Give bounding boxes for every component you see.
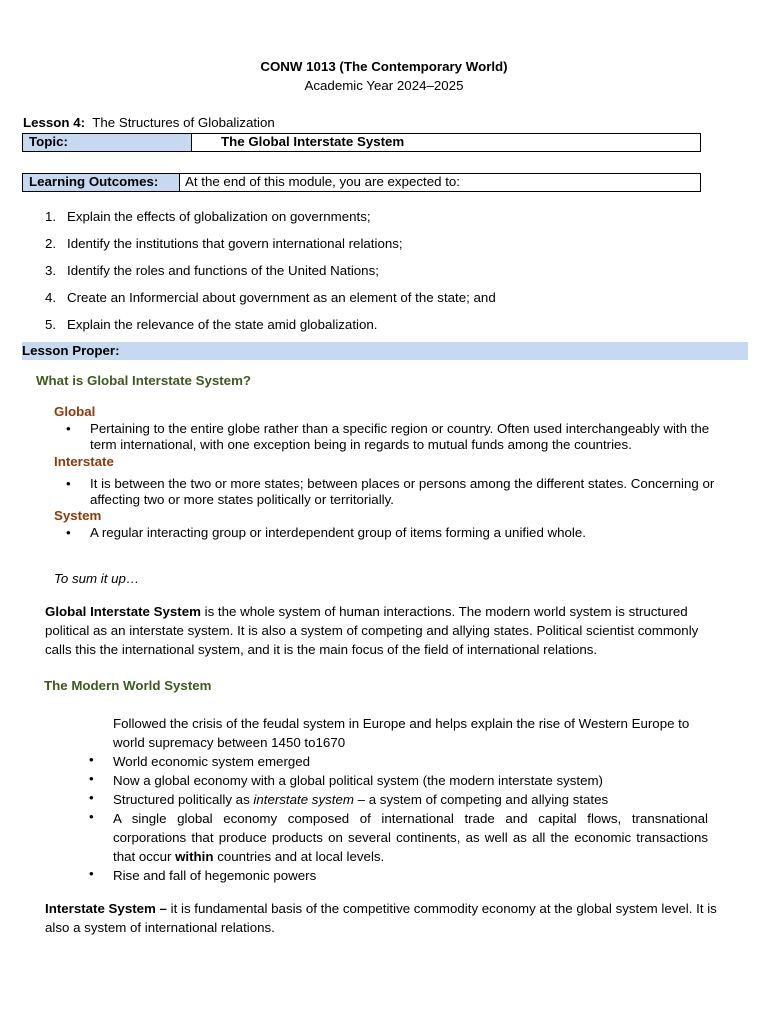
list-item: 1. Explain the effects of globalization on governments; (45, 209, 371, 224)
term-definition: A regular interacting group or interdependent group of items forming a unified whole. (90, 525, 586, 540)
list-item: Structured politically as interstate system – a system of competing and allying states (113, 792, 609, 807)
list-item: A single global economy composed of international trade and capital flows, transnational corporations that produce products on several continents, as well as all the economic transactions that occur within countries and at local levels. (113, 811, 708, 864)
topic-label: Topic: (23, 134, 192, 151)
bullet-glyph: • (89, 752, 94, 767)
topic-value: The Global Interstate System (221, 134, 405, 149)
bullet-glyph: • (66, 525, 71, 540)
section-heading: The Modern World System (44, 678, 212, 693)
outcomes-box (22, 173, 701, 192)
lesson-title: The Structures of Globalization (92, 115, 275, 130)
summary-paragraph: Global Interstate System is the whole system of human interactions. The modern world system is structured political as an interstate system. It is also a system of competing and allying states. Political scientist commonly calls this the international system, and it is the main focus of the field of international relations. (45, 604, 699, 657)
modern-intro: Followed the crisis of the feudal system in Europe and helps explain the rise of Western Europe to world supremacy between 1450 to1670 (113, 716, 690, 750)
sum-up: To sum it up… (54, 571, 140, 586)
bullet-glyph: • (66, 421, 71, 436)
list-item: 5. Explain the relevance of the state amid globalization. (45, 317, 378, 332)
list-item: Rise and fall of hegemonic powers (113, 868, 317, 883)
term-global: Global (54, 404, 96, 419)
lesson-line (23, 115, 275, 130)
bullet-glyph: • (89, 809, 94, 824)
bullet-glyph: • (89, 790, 94, 805)
list-item: 2. Identify the institutions that govern international relations; (45, 236, 403, 251)
term-system: System (54, 508, 102, 523)
interstate-paragraph: Interstate System – it is fundamental basis of the competitive commodity economy at the global system level. It is also a system of international relations. (45, 901, 717, 935)
outcomes-intro: At the end of this module, you are expected to: (185, 174, 460, 189)
academic-year: Academic Year 2024–2025 (304, 78, 464, 93)
course-title: CONW 1013 (The Contemporary World) (260, 59, 508, 74)
outcomes-label: Learning Outcomes: (23, 174, 180, 191)
list-item: 3. Identify the roles and functions of the United Nations; (45, 263, 379, 278)
bullet-glyph: • (66, 476, 71, 491)
topic-box (22, 133, 701, 152)
section-heading: What is Global Interstate System? (36, 373, 252, 388)
list-item: 4. Create an Informercial about government as an element of the state; and (45, 290, 496, 305)
list-item: World economic system emerged (113, 754, 311, 769)
term-definition: Pertaining to the entire globe rather than a specific region or country. Often used interchangeably with the term international, with one exception being in regards to mutual funds among the countries. (90, 421, 710, 452)
bullet-glyph: • (89, 866, 94, 881)
bullet-glyph: • (89, 771, 94, 786)
lesson-proper-bar: Lesson Proper: (22, 342, 748, 360)
term-interstate: Interstate (54, 454, 114, 469)
list-item: Now a global economy with a global political system (the modern interstate system) (113, 773, 603, 788)
term-definition: It is between the two or more states; between places or persons among the different states. Concerning or affecting two or more states politically or territorially. (90, 476, 715, 507)
lesson-label: Lesson 4: (23, 115, 86, 130)
